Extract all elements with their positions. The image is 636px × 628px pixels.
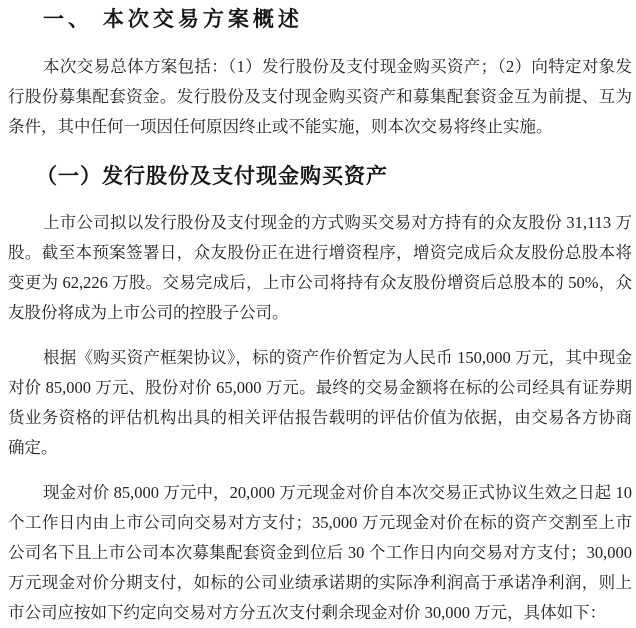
paragraph-pricing: 根据《购买资产框架协议》，标的资产作价暂定为人民币 150,000 万元，其中现金对价 85,000 万元、股份对价 65,000 万元。最终的交易金额将在标的公司经具有证券期货业务资格的评估机构出具的相关评估报告载明的评估价值为依据，由交易各方协商确定。 (8, 348, 632, 457)
subsection-heading: （一）发行股份及支付现金购买资产 (36, 165, 388, 188)
paragraph-cash-payment-schedule: 现金对价 85,000 万元中，20,000 万元现金对价自本次交易正式协议生效之日起 10 个工作日内由上市公司向交易对方支付；35,000 万元现金对价在标的资产交割至上市公司名下且上市公司本次募集配套资金到位后 30 个工作日内向交易对方支付；30,000 万元现金对价分期支付，如标的公司业绩承诺期的实际净利润高于承诺净利润，则上市公司应按如下约定向交易对方分五次支付剩余现金对价 30,000 万元，具体如下： (8, 483, 632, 622)
section-heading: 一、 本次交易方案概述 (43, 8, 303, 31)
document-body (8, 6, 632, 628)
intro-paragraph: 本次交易总体方案包括：（1）发行股份及支付现金购买资产；（2）向特定对象发行股份募集配套资金。发行股份及支付现金购买资产和募集配套资金互为前提、互为条件，其中任何一项因任何原因终止或不能实施，则本次交易将终止实施。 (8, 57, 632, 136)
paragraph-share-purchase: 上市公司拟以发行股份及支付现金的方式购买交易对方持有的众友股份 31,113 万股。截至本预案签署日，众友股份正在进行增资程序，增资完成后众友股份总股本将变更为 62,226 万股。交易完成后，上市公司将持有众友股份增资后总股本的 50%，众友股份将成为上市公司的控股子公司。 (8, 213, 632, 322)
